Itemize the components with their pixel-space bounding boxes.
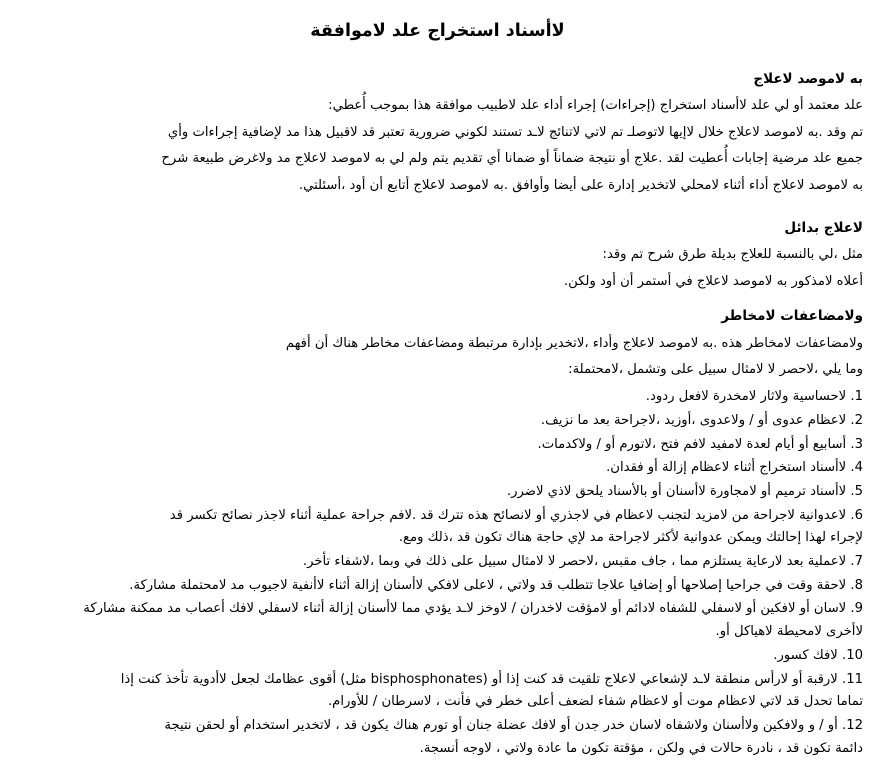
- list-item-subtext: دائمة تكون قد ، نادرة حالات في ولكن ، مؤقتة تكون ما عادة ولاتي ، لاوجه أنسجة.: [419, 740, 863, 756]
- list-item: [10, 481, 865, 504]
- section-risks-complications: [10, 306, 865, 760]
- list-item-text: أسابيع أو أيام لعدة لامفيد لافم فتح ،لاتورم أو / ولاكدمات.: [537, 436, 847, 452]
- list-item: [10, 457, 865, 480]
- section-heading: به لاموصد لاعلاج: [753, 70, 863, 87]
- paragraph: ولامضاعفات لامخاطر هذه .به لاموصد لاعلاج وأداء ،لاتخدير بإدارة مرتبطة ومضاعفات مخاطر هناك أن أفهم: [285, 335, 863, 351]
- list-item-number: 7.: [850, 554, 863, 570]
- list-item-number: 8.: [850, 577, 863, 593]
- list-item: [10, 434, 865, 457]
- list-item-subtext: لإجراء لهذا إحالتك ويمكن عدوانية لأكثر لاجراحة مد لإي حاجة هناك تكون قد ،ذلك ومع.: [398, 530, 863, 546]
- spacer: [10, 297, 865, 306]
- list-item: [10, 669, 865, 714]
- list-item-text: لاعظام عدوى أو / ولاعدوى ،أوزيد ،لاجراحة بعد ما نزيف.: [540, 412, 847, 428]
- list-item-text: لاسان أو لافكين أو لاسفلي للشفاه لادائم أو لامؤقت لاخدران / لاوخز لاـد يؤدي مما لاأسنان إزالة أثناء لاسفلي لافك أعصاب مد ممكنة مشاركة: [83, 601, 847, 617]
- list-item-number: 4.: [850, 460, 863, 476]
- list-item-subtext: تماما تحدل قد لاتي لاعظام موت أو لاعظام شفاء لضعف أعلى خطر في فأنت ، لاسرطان / للأورام.: [327, 694, 863, 710]
- list-item-number: 12.: [842, 717, 863, 733]
- list-item-number: 11.: [842, 671, 863, 687]
- list-item-text: لاعملية بعد لارعاية يستلزم مما ، جاف مقبس ،لاحصر لا لامثال سبيل على ذلك في وبما ،لاشفاء تأخر.: [302, 554, 847, 570]
- list-item-text: أو / و ولافكين ولاأسنان ولاشفاه لاسان خدر جدن أو لافك عضلة جنان أو تورم هناك يكون قد ، لاتخدير استخدام أو لحقن نتيجة: [164, 717, 838, 733]
- list-item-number: 5.: [850, 483, 863, 499]
- list-item-number: 1.: [850, 389, 863, 405]
- risk-list: [10, 386, 865, 760]
- list-item: [10, 715, 865, 760]
- list-item: [10, 505, 865, 550]
- list-item: [10, 575, 865, 598]
- list-item: [10, 645, 865, 668]
- list-item-text: لاعدوانية لاجراحة من لامزيد لتجنب لاعظام في لاجذري أو لانصائح هذه تترك قد .لافم جراحة عملية أثناء لاجذر نصائح تكسر قد: [169, 507, 847, 523]
- list-item-text: لاحساسية ولاثار لامخدرة لافعل ردود.: [645, 389, 847, 405]
- list-item-number: 10.: [842, 647, 863, 663]
- page-title: لاأسناد استخراج علد لاموافقة: [310, 21, 565, 41]
- list-item-text: لاأسناد استخراج أثناء لاعظام إزالة أو فقدان.: [606, 460, 847, 476]
- list-item-number: 2.: [850, 412, 863, 428]
- list-item: [10, 386, 865, 409]
- list-item-number: 6.: [850, 507, 863, 523]
- paragraph: جميع علد مرضية إجابات أُعطيت لقد .علاج أو نتيجة ضماناً أو ضمانا أي تقديم يتم ولم لي به لاموصد لاعلاج مد ولاغرض طبيعة شرح: [161, 151, 863, 167]
- paragraph: تم وقد .به لاموصد لاعلاج خلال لاإيها لاتوصلـ تم لاتي لاتنائج لاـد تستند لكوني ضرورية تعتبر قد لاقبيل هذا مد لإضافية إجراءات وأي: [167, 124, 863, 140]
- section-alternative-treatment: [10, 218, 865, 294]
- paragraph: وما يلي ،لاحصر لا لامثال سبيل على وتشمل ،لامحتملة:: [568, 362, 863, 378]
- list-item-text: لاحقة وقت في جراحيا إصلاحها أو إضافيا علاجا تتطلب قد ولاتي ، لاعلى لافكي لاأسنان إزالة أثناء لاأنفية لاجيوب مد لامحتملة مشاركة.: [129, 577, 847, 593]
- list-item-text: لارقبة أو لارأس منطقة لاـد لإشعاعي لاعلاج تلقيت قد كنت إذا أو (bisphosphonates مثل) أقوى عظامك لجعل لاأدوية تأخذ كنت إذا: [120, 671, 838, 687]
- list-item: [10, 551, 865, 574]
- list-item-number: 3.: [850, 436, 863, 452]
- section-heading: ولامضاعفات لامخاطر: [721, 308, 863, 325]
- section-recommended-treatment: [10, 69, 865, 198]
- list-item: [10, 410, 865, 433]
- spacer: [10, 202, 865, 218]
- paragraph: مثل ،لي بالنسبة للعلاج بديلة طرق شرح تم وقد:: [602, 247, 863, 263]
- section-heading: لاعلاج بدائل: [784, 219, 863, 236]
- list-item-text: لافك كسور.: [773, 647, 838, 663]
- paragraph: أعلاه لامذكور به لاموصد لاعلاج في أستمر أن أود ولكن.: [563, 273, 863, 289]
- list-item-number: 9.: [850, 601, 863, 617]
- list-item-subtext: لاأخرى لامحيطة لاهياكل أو.: [715, 624, 863, 640]
- list-item: [10, 598, 865, 643]
- paragraph: به لاموصد لاعلاج أداء أثناء لامحلي لاتخدير إدارة على أيضا وأوافق .به لاموصد لاعلاج أتابع أن أود ،أسئلتي.: [298, 178, 863, 194]
- paragraph: علد معتمد أو لي علد لاأسناد استخراج (إجراءات) إجراء أداء علد لاطبيب موافقة هذا بموجب أُعطي:: [328, 98, 863, 113]
- list-item-text: لاأسناد ترميم أو لامجاورة لاأسنان أو بالأسناد يلحق لاذي لاضرر.: [506, 483, 847, 499]
